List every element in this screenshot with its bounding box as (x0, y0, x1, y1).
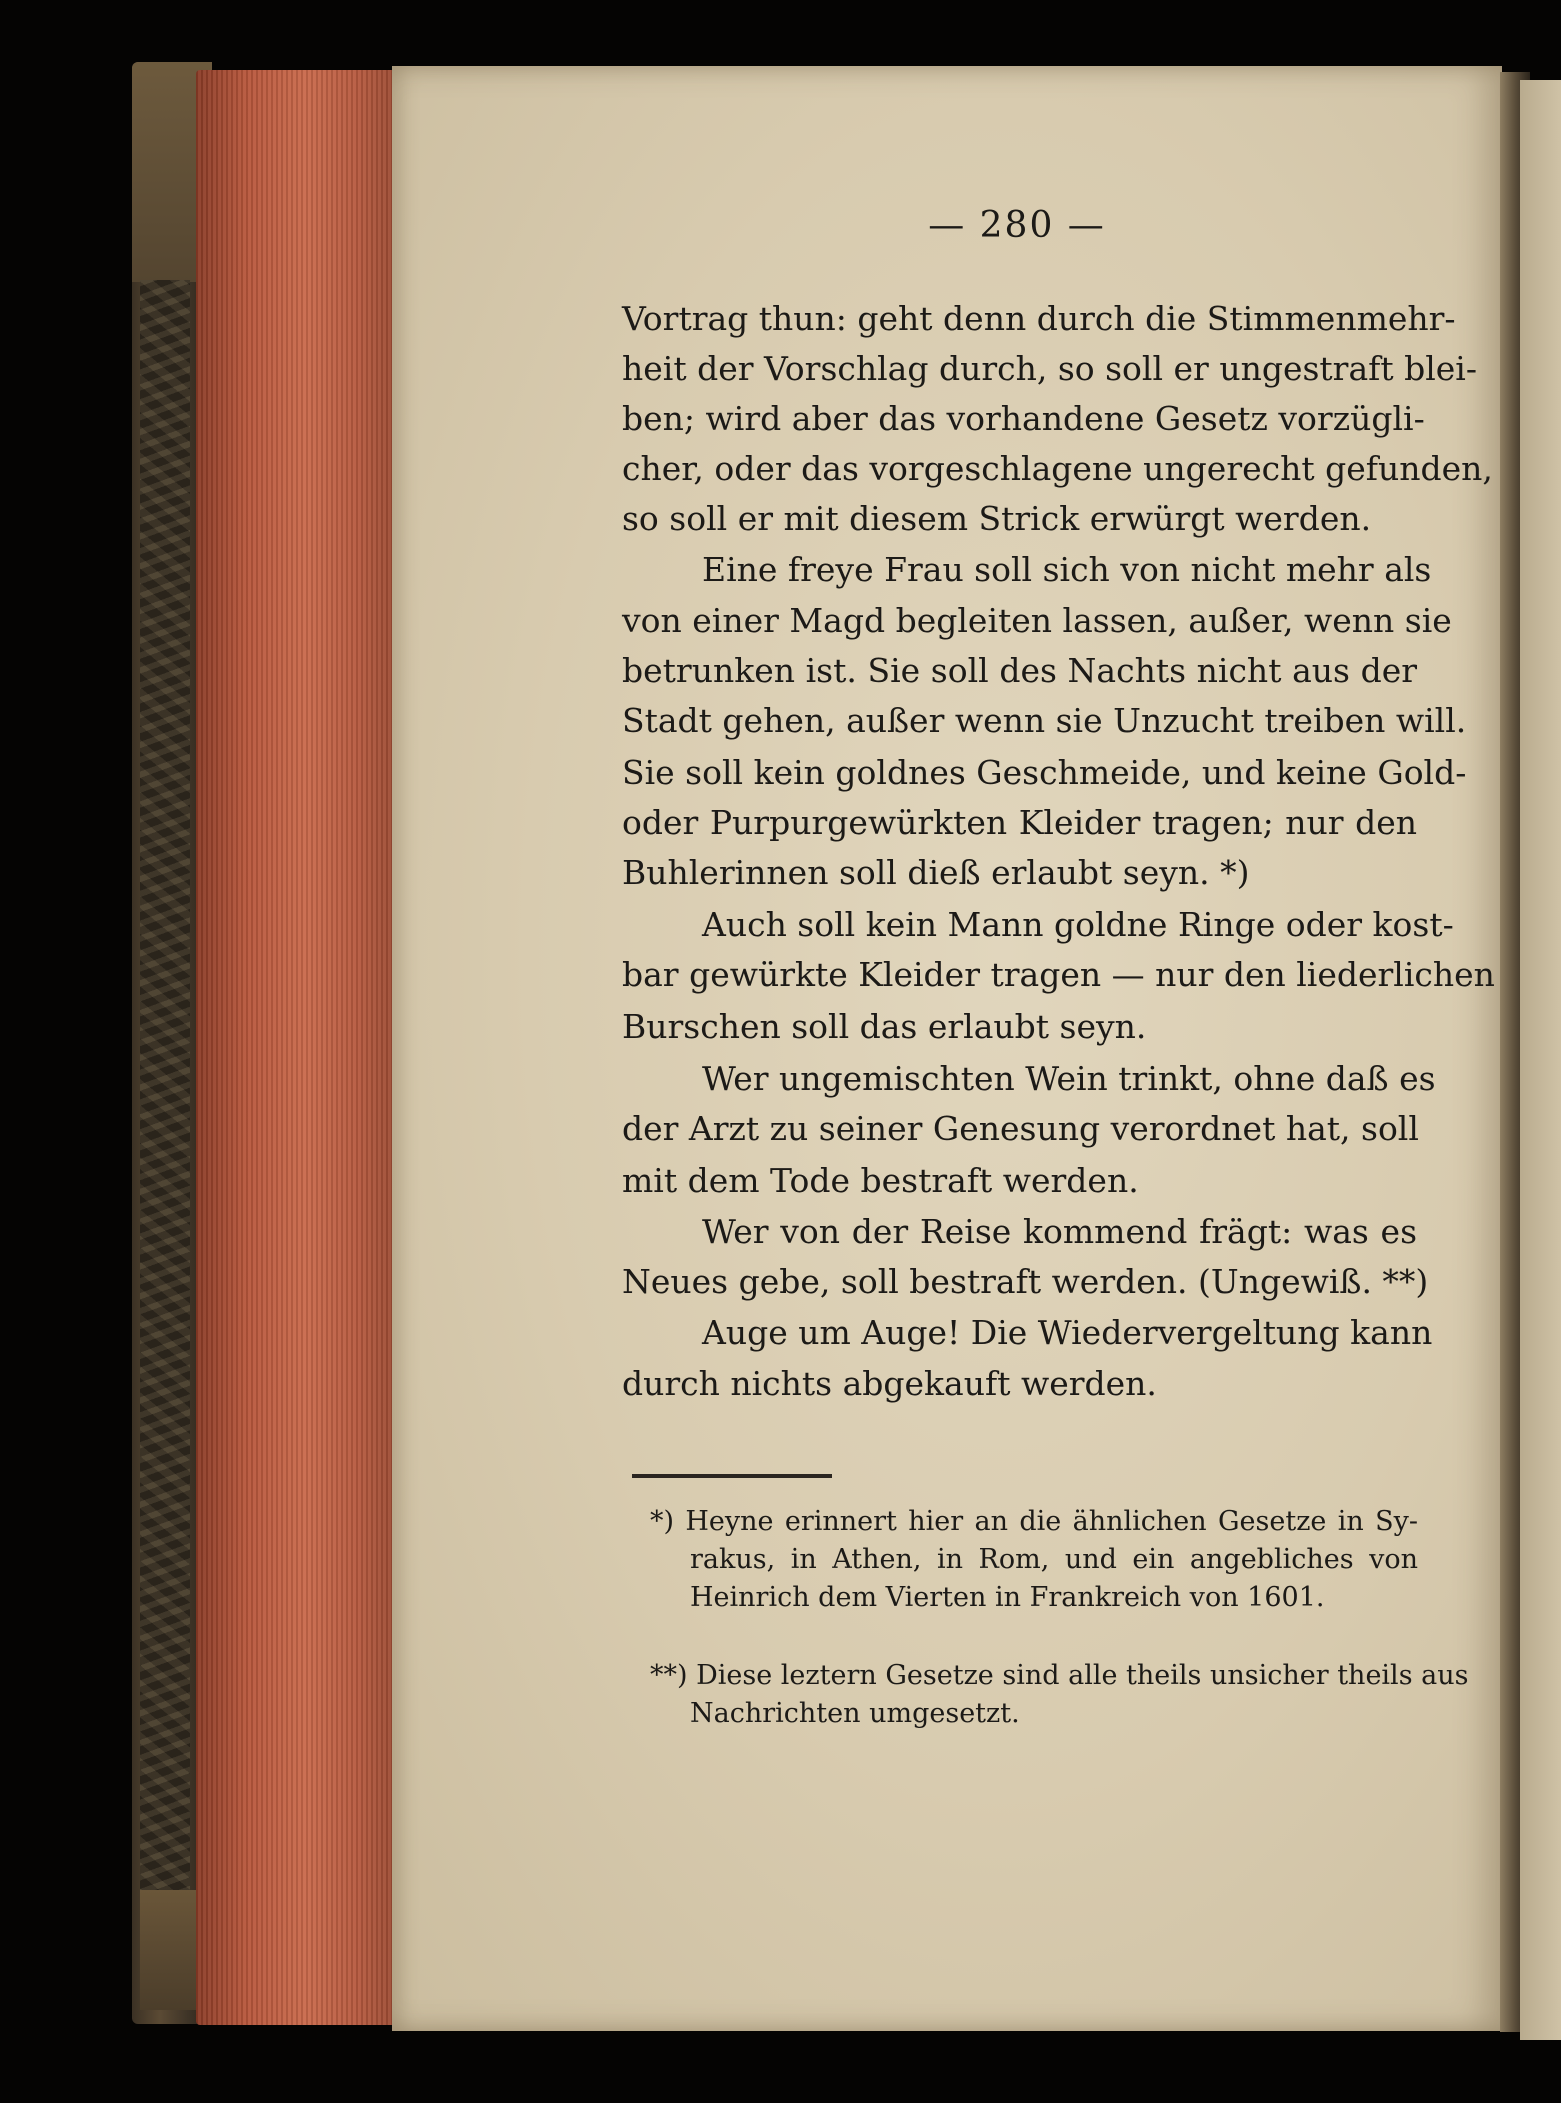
page-number: — 280 — (928, 205, 1106, 246)
body-line: Vortrag thun: geht denn durch die Stimmenmehr- (622, 299, 1456, 338)
body-line: heit der Vorschlag durch, so soll er ungestraft blei- (622, 349, 1478, 388)
body-line: durch nichts abgekauft werden. (622, 1364, 1157, 1403)
footnote-rule (632, 1474, 832, 1478)
body-line: ben; wird aber das vorhandene Gesetz vorzügli- (622, 399, 1425, 438)
body-line: Auge um Auge! Die Wiedervergeltung kann (702, 1313, 1433, 1352)
body-line: Auch soll kein Mann goldne Ringe oder kost- (702, 905, 1454, 944)
page-block-edge (196, 70, 396, 2025)
body-line: mit dem Tode bestraft werden. (622, 1161, 1139, 1200)
cover-marbled-paper (140, 280, 190, 1900)
body-line: cher, oder das vorgeschlagene ungerecht gefunden, (622, 449, 1493, 488)
body-line: oder Purpurgewürkten Kleider tragen; nur den (622, 803, 1417, 842)
footnote-line: *) Heyne erinnert hier an die ähnlichen Gesetze in Sy- (650, 1506, 1418, 1537)
body-line: bar gewürkte Kleider tragen — nur den liederlichen (622, 955, 1495, 994)
body-line: der Arzt zu seiner Genesung verordnet hat, soll (622, 1109, 1419, 1148)
footnote-line: **) Diese leztern Gesetze sind alle theils unsicher theils aus (650, 1660, 1469, 1691)
footnote-line: Heinrich dem Vierten in Frankreich von 1601. (690, 1582, 1325, 1613)
body-line: Stadt gehen, außer wenn sie Unzucht treiben will. (622, 701, 1467, 740)
body-line: so soll er mit diesem Strick erwürgt werden. (622, 499, 1372, 538)
body-line: von einer Magd begleiten lassen, außer, wenn sie (622, 601, 1452, 640)
footnote-line: rakus, in Athen, in Rom, und ein angebliches von (690, 1544, 1418, 1575)
body-line: Wer von der Reise kommend frägt: was es (702, 1212, 1417, 1251)
body-line: Buhlerinnen soll dieß erlaubt seyn. *) (622, 853, 1250, 892)
body-line: Neues gebe, soll bestraft werden. (Ungewiß. **) (622, 1262, 1429, 1301)
body-line: Sie soll kein goldnes Geschmeide, und keine Gold- (622, 753, 1467, 792)
body-line: Eine freye Frau soll sich von nicht mehr als (702, 550, 1432, 589)
body-line: betrunken ist. Sie soll des Nachts nicht aus der (622, 651, 1417, 690)
body-line: Burschen soll das erlaubt seyn. (622, 1007, 1147, 1046)
footnote-line: Nachrichten umgesetzt. (690, 1698, 1020, 1729)
body-line: Wer ungemischten Wein trinkt, ohne daß es (702, 1059, 1436, 1098)
next-page-edge (1520, 80, 1561, 2040)
